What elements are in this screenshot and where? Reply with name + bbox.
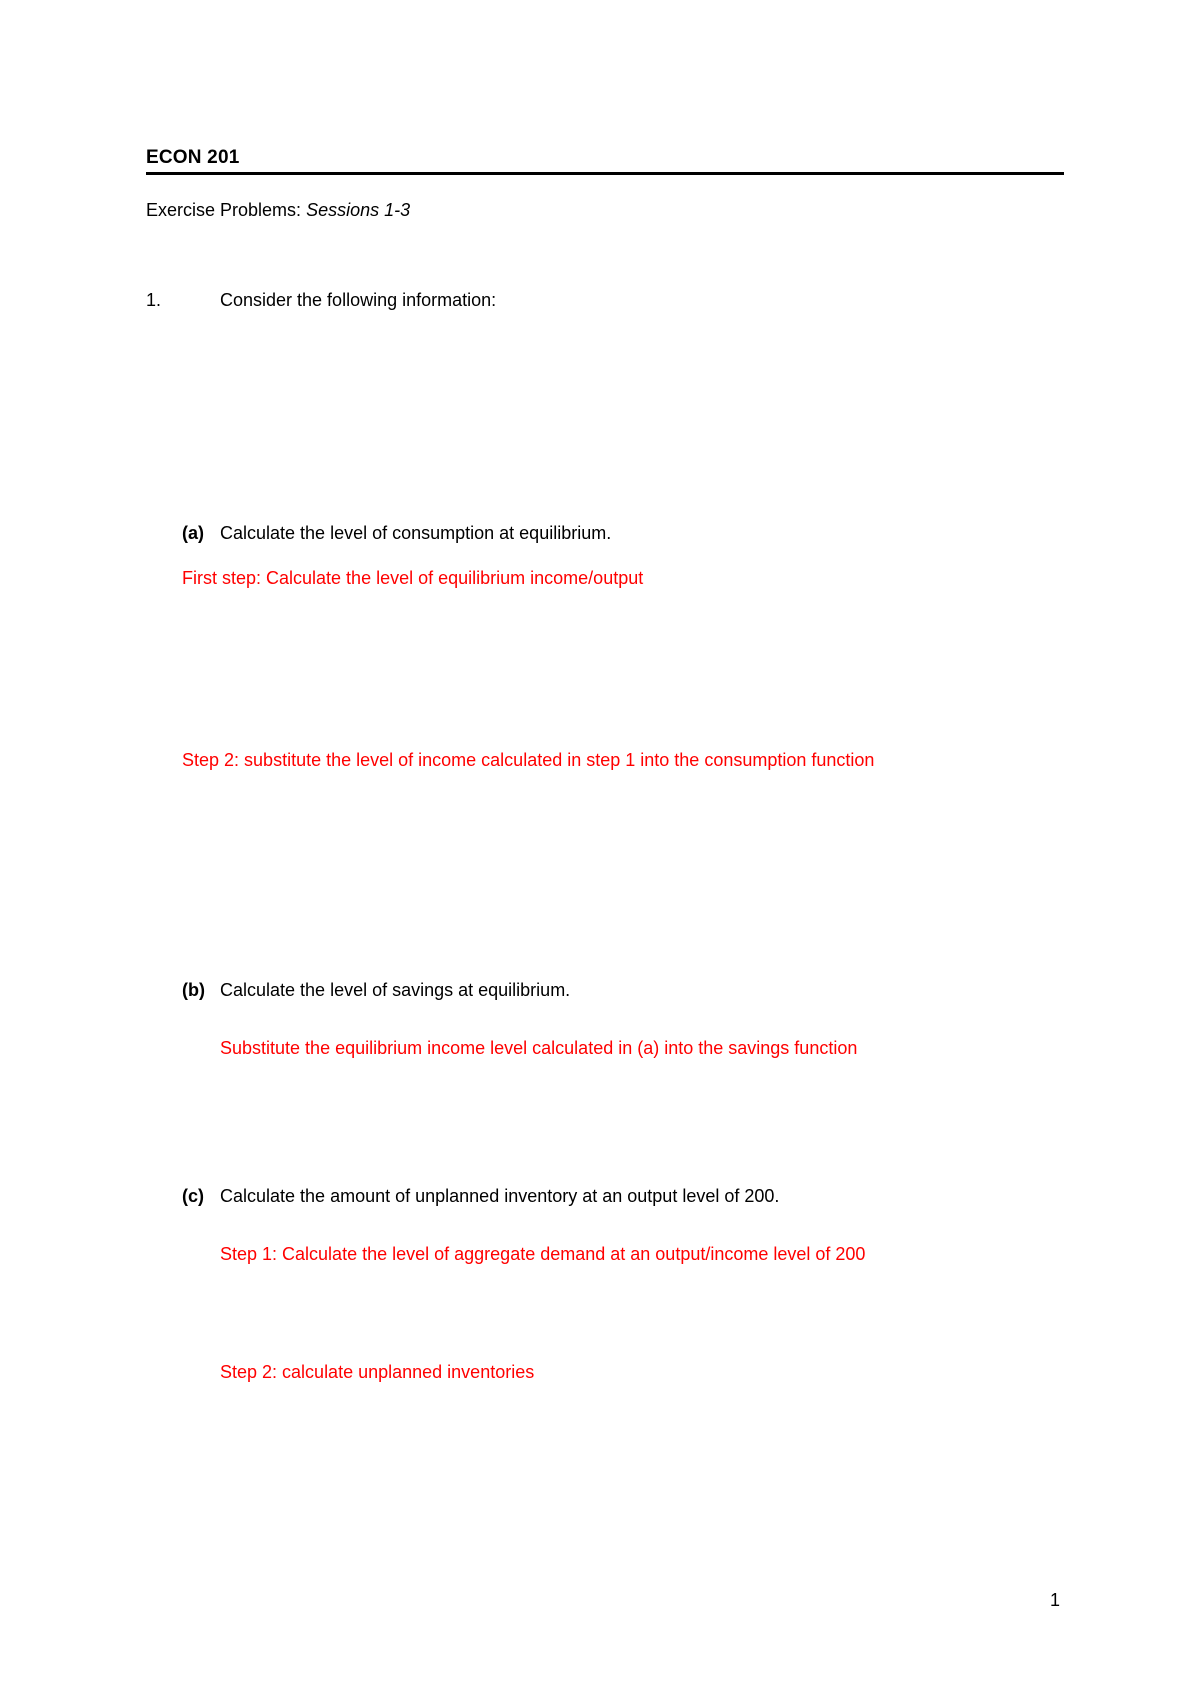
part-a-text: Calculate the level of consumption at equilibrium. bbox=[220, 523, 612, 543]
subtitle-sessions: Sessions 1-3 bbox=[306, 200, 411, 220]
part-b-text: Calculate the level of savings at equilibrium. bbox=[220, 980, 571, 1000]
question-text: Consider the following information: bbox=[220, 290, 497, 310]
question-number: 1. bbox=[146, 290, 162, 310]
page-number: 1 bbox=[1050, 1590, 1061, 1610]
part-c-text: Calculate the amount of unplanned inventory at an output level of 200. bbox=[220, 1186, 780, 1206]
part-c-label: (c) bbox=[182, 1186, 204, 1206]
part-c-note-1: Step 1: Calculate the level of aggregate demand at an output/income level of 200 bbox=[220, 1244, 866, 1264]
part-c-note-2: Step 2: calculate unplanned inventories bbox=[220, 1362, 535, 1382]
header-rule bbox=[146, 172, 1064, 175]
part-a-note-1: First step: Calculate the level of equilibrium income/output bbox=[182, 568, 644, 588]
course-code: ECON 201 bbox=[146, 147, 240, 168]
part-a-note-2: Step 2: substitute the level of income calculated in step 1 into the consumption function bbox=[182, 750, 875, 770]
part-b-label: (b) bbox=[182, 980, 205, 1000]
part-a-label: (a) bbox=[182, 523, 204, 543]
subtitle bbox=[146, 200, 410, 221]
subtitle-prefix: Exercise Problems: bbox=[146, 200, 307, 220]
part-b-note-1: Substitute the equilibrium income level calculated in (a) into the savings function bbox=[220, 1038, 858, 1058]
